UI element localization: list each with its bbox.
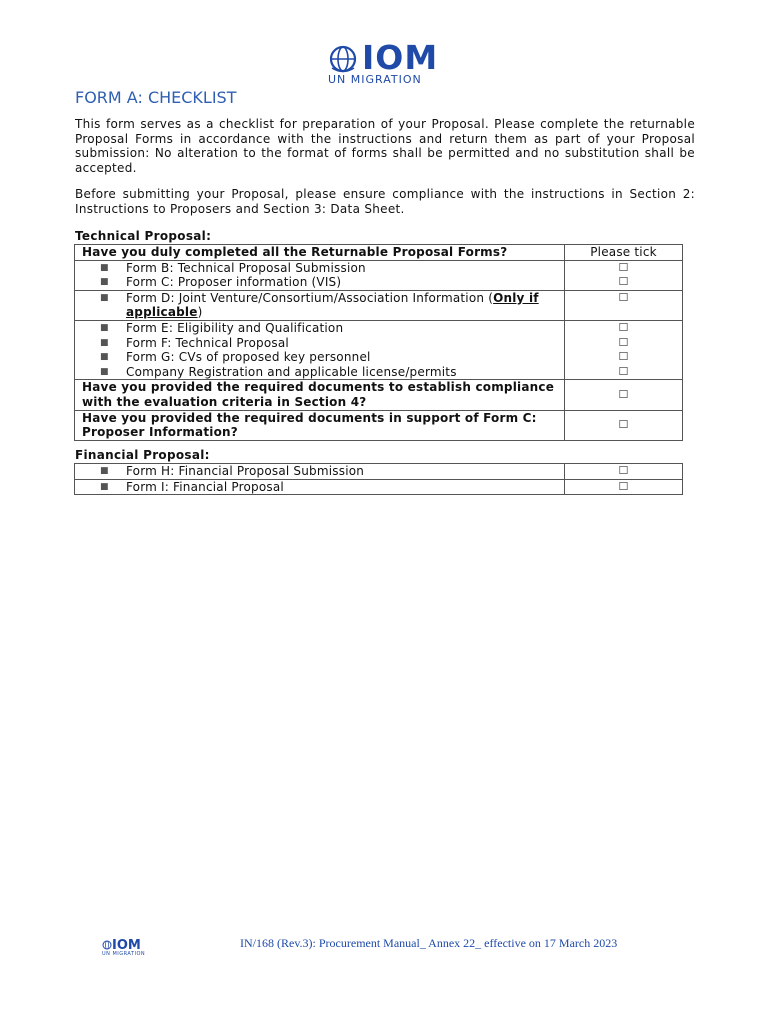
- list-item: ■ Form D: Joint Venture/Consortium/Association Information (Only if applicable): [100, 290, 539, 320]
- table-row: [75, 320, 683, 379]
- bullet-icon: ■: [100, 277, 109, 288]
- checkbox-form-f[interactable]: ☐: [618, 335, 629, 349]
- table-row: [75, 380, 683, 410]
- footer-logo-wordmark: IOM: [112, 938, 141, 953]
- tick-header: Please tick: [565, 245, 683, 261]
- page-title: FORM A: CHECKLIST: [75, 88, 237, 107]
- list-item: ■ Form G: CVs of proposed key personnel: [100, 350, 371, 365]
- table-row: [75, 410, 683, 440]
- checkbox-form-c[interactable]: ☐: [618, 275, 629, 289]
- bullet-icon: ■: [100, 352, 109, 363]
- bullet-icon: ■: [100, 337, 109, 348]
- question-forms: Have you duly completed all the Returnable Proposal Forms?: [75, 245, 565, 261]
- question-evaluation-criteria: Have you provided the required documents to establish compliance with the evaluation criteria in Section 4?: [75, 380, 565, 410]
- checkbox-evaluation-criteria[interactable]: ☐: [618, 387, 629, 401]
- table-row: [75, 479, 683, 495]
- financial-proposal-label: Financial Proposal:: [75, 448, 210, 462]
- bullet-icon: ■: [100, 466, 109, 476]
- list-item: ■ Form I: Financial Proposal: [100, 479, 284, 494]
- checkbox-form-h[interactable]: ☐: [618, 464, 629, 477]
- technical-checklist-table: [74, 244, 683, 441]
- bullet-icon: ■: [100, 366, 109, 377]
- list-item: ■ Form E: Eligibility and Qualification: [100, 320, 344, 335]
- footer-logo: [102, 940, 148, 958]
- iom-logo: [328, 38, 444, 86]
- footer-logo-subtitle: UN MIGRATION: [102, 951, 146, 957]
- table-row: [75, 290, 683, 320]
- iom-globe-icon: [328, 44, 358, 74]
- technical-proposal-label: Technical Proposal:: [75, 229, 212, 243]
- checkbox-form-i[interactable]: ☐: [618, 479, 629, 493]
- table-row: [75, 464, 683, 480]
- instructions-paragraph: Before submitting your Proposal, please ensure compliance with the instructions in Section 2: Instructions to Proposers and Section 3: Data Sheet.: [75, 187, 695, 216]
- checkbox-form-b[interactable]: ☐: [618, 260, 629, 274]
- checkbox-form-g[interactable]: ☐: [618, 350, 629, 364]
- list-item: ■ Form F: Technical Proposal: [100, 335, 289, 350]
- list-item: ■ Form C: Proposer information (VIS): [100, 275, 342, 290]
- list-item: ■ Form B: Technical Proposal Submission: [100, 260, 366, 275]
- question-proposer-information: Have you provided the required documents in support of Form C: Proposer Information?: [75, 410, 565, 440]
- logo-subtitle: UN MIGRATION: [328, 73, 422, 86]
- checkbox-proposer-information[interactable]: ☐: [618, 417, 629, 431]
- intro-paragraph: This form serves as a checklist for preparation of your Proposal. Please complete the returnable Proposal Forms in accordance with the instructions and return them as part of your Proposal submission: No alteration to the format of forms shall be permitted and no substitution shall be accepted.: [75, 117, 695, 175]
- bullet-icon: ■: [100, 292, 109, 303]
- list-item: ■ Form H: Financial Proposal Submission: [100, 464, 365, 478]
- only-if-applicable: Only if applicable: [126, 290, 539, 320]
- logo-wordmark: IOM: [362, 38, 439, 77]
- bullet-icon: ■: [100, 322, 109, 333]
- footer-text: IN/168 (Rev.3): Procurement Manual_ Annex 22_ effective on 17 March 2023: [240, 936, 618, 950]
- checkbox-company-registration[interactable]: ☐: [618, 364, 629, 378]
- checkbox-form-e[interactable]: ☐: [618, 320, 629, 334]
- financial-checklist-table: [74, 463, 683, 495]
- checkbox-form-d[interactable]: ☐: [618, 290, 629, 304]
- list-item: ■ Company Registration and applicable license/permits: [100, 364, 457, 379]
- bullet-icon: ■: [100, 262, 109, 273]
- table-row: [75, 260, 683, 290]
- table-row: [75, 245, 683, 261]
- bullet-icon: ■: [100, 481, 109, 492]
- footer-globe-icon: [102, 940, 112, 950]
